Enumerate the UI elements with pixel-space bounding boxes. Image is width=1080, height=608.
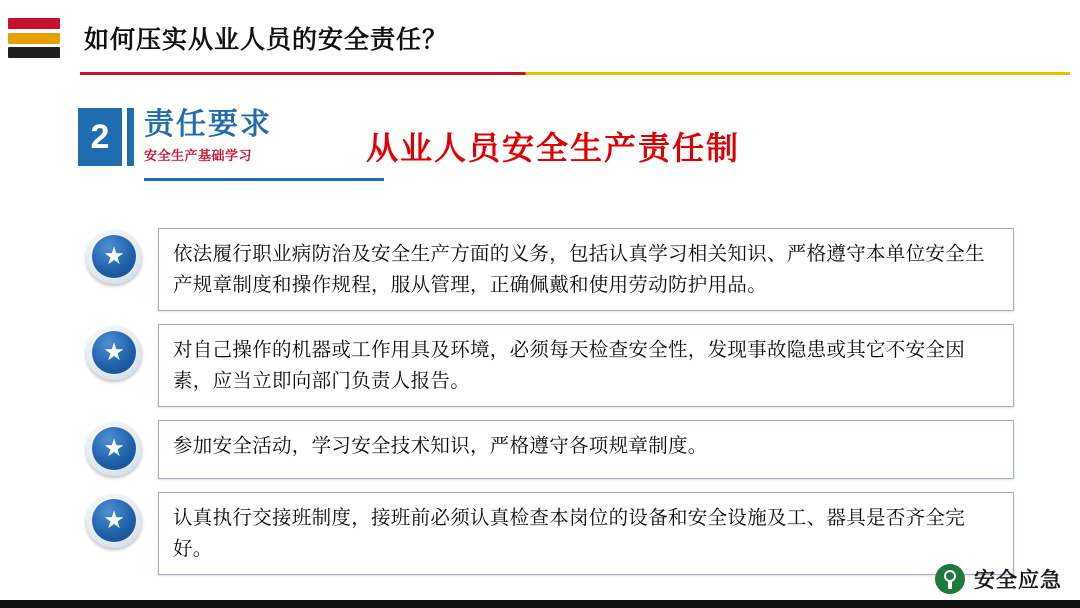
slide-header	[0, 0, 1080, 78]
header-bar-red	[8, 18, 60, 29]
star-icon: ★	[92, 331, 136, 374]
list-item-box	[158, 324, 1014, 407]
section-heading: 从业人员安全生产责任制	[366, 130, 741, 166]
bullet-badge	[84, 228, 146, 286]
header-bar-dark	[8, 47, 60, 58]
watermark-label: 安全应急	[974, 569, 1062, 592]
section-sub-label: 安全生产基础学习	[144, 148, 253, 163]
bullet-badge	[84, 492, 146, 550]
header-divider	[80, 72, 1070, 75]
section-label-text	[144, 108, 316, 164]
section-main-label: 责任要求	[144, 108, 272, 141]
list-item	[84, 228, 1014, 311]
page-title: 如何压实从业人员的安全责任？	[84, 26, 449, 54]
list-item-text: 认真执行交接班制度，接班前必须认真检查本岗位的设备和安全设施及工、器具是否齐全完好。	[173, 506, 966, 560]
bottom-band	[0, 600, 1080, 608]
responsibility-list	[84, 228, 1014, 588]
header-decoration-bars	[8, 18, 60, 58]
list-item-text: 参加安全活动，学习安全技术知识，严格遵守各项规章制度。	[173, 434, 708, 457]
star-icon: ★	[92, 235, 136, 278]
list-item-text: 依法履行职业病防治及安全生产方面的义务，包括认真学习相关知识、严格遵守本单位安全生产规章制度和操作规程，服从管理，正确佩戴和使用劳动防护用品。	[173, 242, 985, 296]
header-bar-orange	[8, 33, 60, 44]
bullet-badge	[84, 324, 146, 382]
list-item-text: 对自己操作的机器或工作用具及环境，必须每天检查安全性，发现事故隐患或其它不安全因素，应当立即向部门负责人报告。	[173, 338, 966, 392]
list-item-box	[158, 228, 1014, 311]
star-icon: ★	[92, 427, 136, 470]
watermark-badge	[935, 564, 1062, 594]
safety-emblem-icon	[935, 564, 965, 594]
section-underline	[144, 178, 384, 181]
list-item	[84, 420, 1014, 479]
list-item-box	[158, 492, 1014, 575]
star-icon: ★	[92, 499, 136, 542]
section-number: 2	[78, 108, 122, 166]
list-item	[84, 492, 1014, 575]
section-accent-bar	[127, 108, 134, 166]
list-item	[84, 324, 1014, 407]
list-item-box	[158, 420, 1014, 479]
bullet-badge	[84, 420, 146, 478]
